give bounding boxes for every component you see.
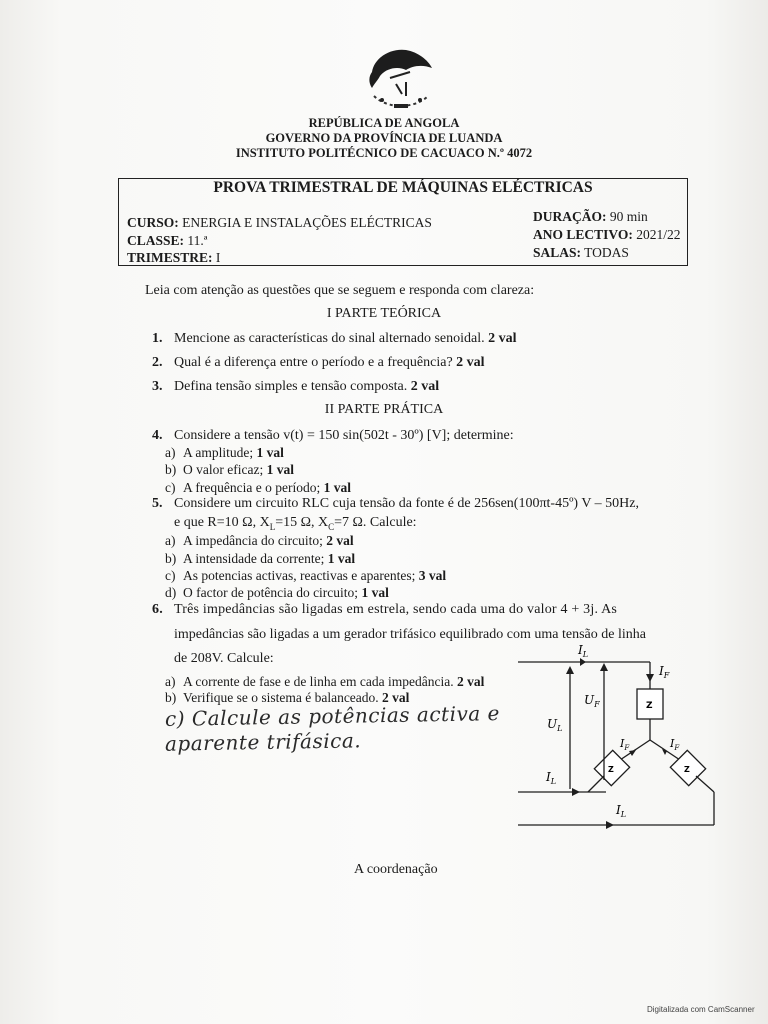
- trimestre-value: I: [215, 250, 221, 265]
- question-4c: c) A frequência e o período; 1 val: [165, 480, 351, 495]
- classe-row: [127, 233, 208, 249]
- question-3: 3. Defina tensão simples e tensão composta. 2 val: [152, 379, 440, 394]
- ano-value: 2021/22: [636, 227, 681, 242]
- question-6: 6. Três impedâncias são ligadas em estrela, sendo cada uma do valor 4 + 3j. As: [152, 602, 618, 617]
- star-connection-diagram: [516, 642, 716, 842]
- handwritten-question-6c-line1: c) Calcule as potências activa e: [164, 701, 501, 731]
- signature-coordination: A coordenação: [354, 862, 438, 877]
- question-6-line3: de 208V. Calcule:: [174, 651, 274, 666]
- label-ul: $U_L$: [547, 717, 563, 733]
- label-if-right: $I_F$: [670, 737, 680, 752]
- curso-row: [127, 215, 432, 231]
- question-4a: a) A amplitude; 1 val: [165, 445, 284, 460]
- impedance-z-left: Z: [608, 765, 614, 774]
- duracao-value: 90 min: [609, 209, 648, 224]
- question-5b: b) A intensidade da corrente; 1 val: [165, 551, 356, 566]
- label-if-left: $I_F$: [620, 737, 630, 752]
- salas-label: SALAS:: [533, 245, 582, 260]
- salas-row: [533, 245, 629, 261]
- question-1: 1. Mencione as características do sinal alternado senoidal. 2 val: [152, 331, 517, 346]
- label-if-top: $I_F$: [659, 664, 670, 680]
- question-4: 4. Considere a tensão v(t) = 150 sin(502t - 30º) [V]; determine:: [152, 428, 514, 443]
- question-5-line2: e que R=10 Ω, $X_L=15$ Ω, $X_C=7$ Ω. Calcule:: [174, 515, 417, 532]
- question-5: 5. Considere um circuito RLC cuja tensão da fonte é de 256sen(100πt-45º) V – 50Hz,: [152, 496, 640, 511]
- label-il-top: $I_L$: [578, 643, 589, 659]
- handwritten-question-6c-line2: aparente trifásica.: [164, 728, 362, 756]
- question-2: 2. Qual é a diferença entre o período e a frequência? 2 val: [152, 355, 485, 370]
- question-6-line2: impedâncias são ligadas a um gerador trifásico equilibrado com uma tensão de linha: [174, 627, 646, 642]
- trimestre-row: [127, 250, 220, 266]
- label-uf: $U_F$: [584, 693, 600, 709]
- coat-of-arms-icon: [362, 44, 438, 114]
- question-5d: d) O factor de potência do circuito; 1 val: [165, 585, 389, 600]
- impedance-z-right: Z: [684, 765, 690, 774]
- exam-info-box: [118, 178, 688, 266]
- curso-label: CURSO:: [127, 215, 179, 230]
- part2-heading: II PARTE PRÁTICA: [324, 402, 444, 417]
- question-6a: a) A corrente de fase e de linha em cada impedância. 2 val: [165, 674, 485, 689]
- question-4b: b) O valor eficaz; 1 val: [165, 462, 294, 477]
- header-republic: REPÚBLICA DE ANGOLA: [308, 116, 460, 130]
- curso-value: ENERGIA E INSTALAÇÕES ELÉCTRICAS: [182, 215, 432, 230]
- question-6b: b) Verifique se o sistema é balanceado. 2 val: [165, 690, 410, 705]
- ano-row: [533, 227, 681, 243]
- scanner-footer: Digitalizada com CamScanner: [647, 1005, 755, 1014]
- classe-value: 11.ª: [187, 233, 208, 248]
- label-il-bottom: $I_L$: [616, 803, 627, 819]
- trimestre-label: TRIMESTRE:: [127, 250, 213, 265]
- impedance-z-top: Z: [646, 701, 653, 711]
- ano-label: ANO LECTIVO:: [533, 227, 633, 242]
- label-il-middle: $I_L$: [546, 770, 557, 786]
- exam-title: PROVA TRIMESTRAL DE MÁQUINAS ELÉCTRICAS: [213, 179, 593, 196]
- header-institute: INSTITUTO POLITÉCNICO DE CACUACO N.º 4072: [235, 146, 533, 160]
- intro-text: Leia com atenção as questões que se seguem e responda com clareza:: [145, 283, 535, 298]
- question-5a: a) A impedância do circuito; 2 val: [165, 533, 354, 548]
- question-5c: c) As potencias activas, reactivas e aparentes; 3 val: [165, 568, 447, 583]
- header-government: GOVERNO DA PROVÍNCIA DE LUANDA: [265, 131, 503, 145]
- classe-label: CLASSE:: [127, 233, 185, 248]
- duracao-row: [533, 209, 648, 225]
- part1-heading: I PARTE TEÓRICA: [326, 306, 442, 321]
- salas-value: TODAS: [584, 245, 629, 260]
- duracao-label: DURAÇÃO:: [533, 209, 607, 224]
